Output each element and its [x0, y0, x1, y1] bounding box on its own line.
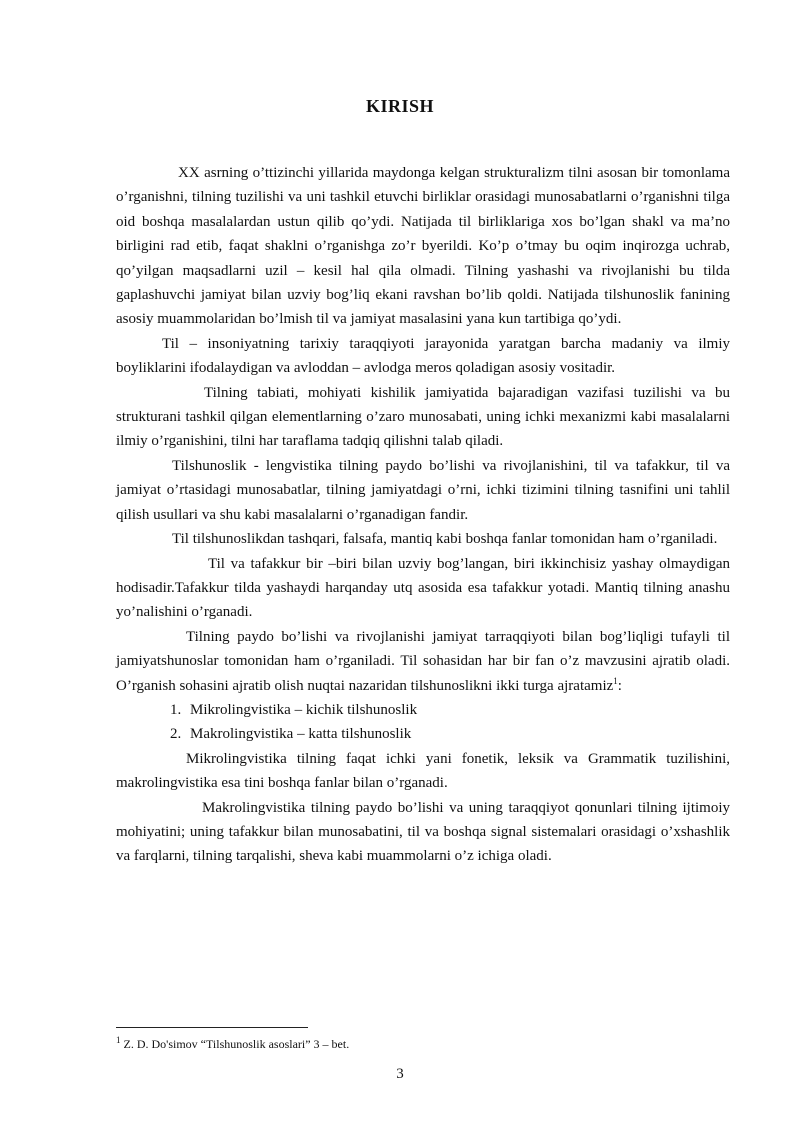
footnote — [116, 1037, 349, 1051]
footnote-marker: 1 — [116, 1035, 121, 1045]
list-number: 2. — [170, 726, 182, 743]
paragraph: Til tilshunoslikdan tashqari, falsafa, mantiq kabi boshqa fanlar tomonidan ham o’rganiladi. — [172, 531, 718, 548]
paragraph: Tilning tabiati, mohiyati kishilik jamiyatida bajaradigan vazifasi tuzilishi va bu strukturani tashkil qilgan elementlarning o’zaro munosabati, uning ichki mexanizmi kabi masalalarni ilmiy o’rganishini, tilni har taraflama tadqiq qilishni talab qiladi. — [116, 384, 730, 450]
paragraph: Mikrolingvistika tilning faqat ichki yani fonetik, leksik va Grammatik tuzilishini, makrolingvistika esa tini boshqa fanlar bilan o’rganadi. — [116, 750, 730, 792]
list-item — [116, 698, 730, 722]
body-text — [116, 161, 730, 869]
page-number: 3 — [396, 1066, 404, 1082]
paragraph: Til va tafakkur bir –biri bilan uzviy bog’langan, biri ikkinchisiz yashay olmaydigan hodisadir.Tafakkur tilda yashaydi harqanday utq asosida esa tafakkur yotadi. Mantiq tilning anashu yo’nalishini o’rganadi. — [116, 555, 730, 621]
paragraph: Til – insoniyatning tarixiy taraqqiyoti jarayonida yaratgan barcha madaniy va ilmiy boyliklarini ifodalaydigan va avloddan – avlodga meros qoladigan asosiy vositadir. — [116, 335, 730, 377]
paragraph: XX asrning o’ttizinchi yillarida maydonga kelgan strukturalizm tilni asosan bir tomonlama o’rganishni, tilning tuzilishi va uni tashkil etuvchi birliklar orasidagi munosabatlarni o’rganishni tilga oid boshqa masalalardan ustun qilib qo’ydi. Natijada til birliklariga xos bo’lgan shakl va ma’no birligini rad etib, faqat shaklni o’rganishga zo’r byerildi. Ko’p o’tmay bu oqim inqirozga uchrab, qo’yilgan maqsadlarni uzil – kesil hal qila olmadi. Tilning yashashi va rivojlanishi bu tilda gaplashuvchi jamiyat bilan uzviy bog’liq ekani ravshan bo’lib qoldi. Natijada tilshunoslik fanining asosiy muammolaridan bo’lmish til va jamiyat masalasini yana kun tartibiga qo’ydi. — [116, 165, 730, 328]
numbered-list — [116, 698, 730, 747]
footnote-text: Z. D. Do'simov “Tilshunoslik asoslari” 3 – bet. — [120, 1037, 350, 1051]
paragraph-text: Tilning paydo bo’lishi va rivojlanishi jamiyat tarraqqiyoti bilan bog’liqligi tufayli til jamiyatshunoslar tomonidan ham o’rganiladi. Til sohasidan har bir fan o’z mavzusini ajratib oladi. O’rganish sohasini ajratib olish nuqtai nazaridan tilshunoslikni ikki turga ajratamiz — [116, 628, 730, 694]
paragraph: Tilshunoslik - lengvistika tilning paydo bo’lishi va rivojlanishini, til va tafakkur, til va jamiyat o’rtasidagi munosabatlar, tilning jamiyatdagi o’rni, ichki tizimini tilning tasnifini uni tahlil qilish usullari va shu kabi masalalarni o’rganadigan fandir. — [116, 457, 730, 523]
page-title: KIRISH — [365, 96, 435, 116]
list-item-text: Makrolingvistika – katta tilshunoslik — [190, 726, 412, 743]
footnote-separator — [116, 1027, 308, 1028]
paragraph: Makrolingvistika tilning paydo bo’lishi va uning taraqqiyot qonunlari tilning ijtimoiy mohiyatini; uning tafakkur bilan munosabatini, til va boshqa signal sistemalari orasidagi o’xshashlik va farqlarni, tilning tarqalishi, sheva kabi muammolarni o’z ichiga oladi. — [116, 799, 730, 865]
list-number: 1. — [170, 701, 182, 718]
paragraph — [116, 625, 730, 698]
footnote-reference[interactable]: 1 — [613, 675, 618, 686]
list-item — [116, 722, 730, 746]
paragraph-punctuation: : — [617, 677, 622, 694]
list-item-text: Mikrolingvistika – kichik tilshunoslik — [190, 701, 418, 718]
